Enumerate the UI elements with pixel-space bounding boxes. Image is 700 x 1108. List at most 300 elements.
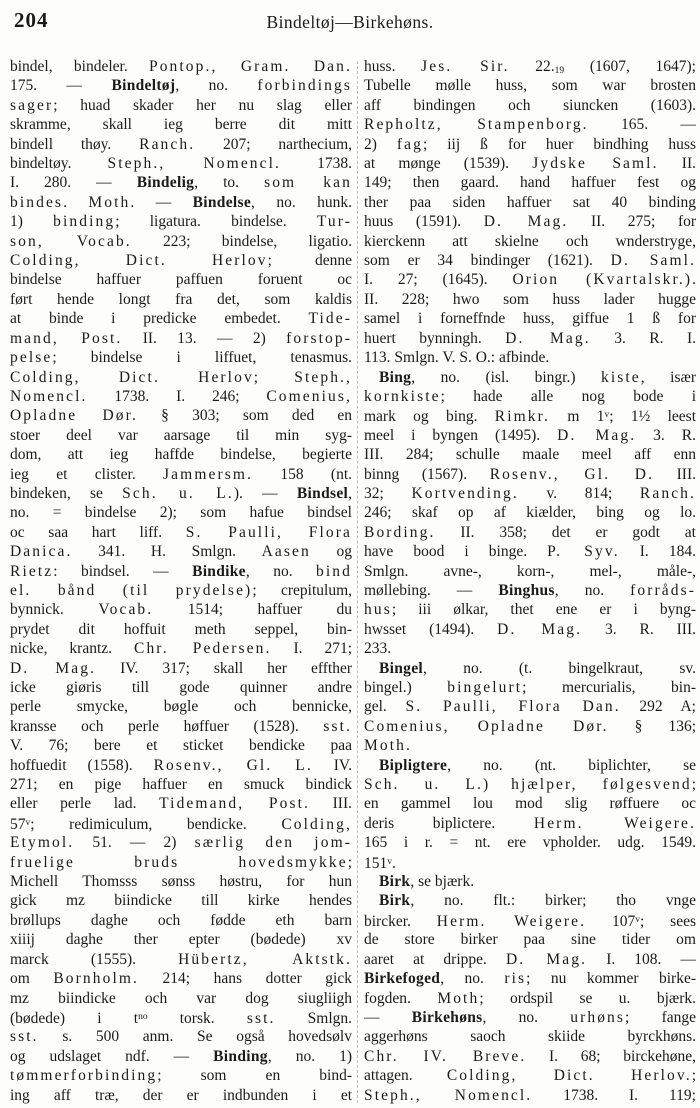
superscript: v	[604, 410, 610, 421]
right-column	[364, 57, 696, 1105]
plain-text: bindel, bindeler.	[10, 58, 149, 75]
plain-text: I. 280. —	[10, 174, 137, 192]
plain-text: II. 228; hwo som huss lader hugge	[364, 290, 696, 308]
text-line	[364, 891, 696, 910]
spaced-text: Colding, Dict. Herlov	[10, 368, 254, 386]
headword: Bipligtere	[379, 756, 448, 774]
plain-text: III. 284; schulle maale meel aff enn	[364, 446, 696, 464]
text-line	[10, 814, 352, 833]
headword: Birkehøns	[411, 1008, 483, 1026]
plain-text: 2)	[364, 135, 397, 153]
spaced-text: Tidemand, Post.	[159, 795, 311, 813]
plain-text: I. 184.	[619, 543, 696, 561]
headword: Bing	[379, 368, 412, 386]
text-line	[364, 853, 696, 872]
plain-text: nicke, krantz.	[10, 640, 134, 658]
headword: Birk	[379, 873, 411, 891]
spaced-text: D. Mag.	[497, 620, 583, 638]
text-line	[364, 989, 696, 1008]
plain-text: møllebing. —	[364, 581, 499, 599]
plain-text: , no. flt.: birker; tho vnge	[410, 892, 696, 910]
plain-text: 22.	[509, 58, 555, 75]
text-line	[364, 309, 696, 328]
text-line	[10, 989, 352, 1008]
plain-text: og udslaget ndf. —	[10, 1047, 214, 1065]
spaced-text: el. bånd (til prydelse)	[10, 581, 253, 599]
text-line	[364, 368, 696, 387]
text-line	[364, 154, 696, 173]
plain-text: om	[10, 970, 54, 988]
text-line	[10, 348, 352, 367]
spaced-text: D. Saml.	[610, 252, 696, 270]
plain-text: ). —	[233, 484, 297, 502]
text-line	[364, 251, 696, 270]
plain-text: hoffuedit (1558).	[10, 756, 154, 774]
text-line	[10, 911, 352, 930]
plain-text: , se bjærk.	[410, 873, 475, 891]
text-line	[10, 833, 352, 852]
text-line	[364, 484, 696, 503]
text-line	[10, 309, 352, 328]
spaced-text: D. Mag.	[505, 950, 588, 968]
plain-text: eller perle lad.	[10, 795, 160, 813]
spaced-text: Bording.	[364, 523, 436, 541]
plain-text: ,	[348, 484, 352, 502]
plain-text: ; denne	[267, 252, 352, 270]
plain-text: 57	[10, 815, 26, 833]
plain-text: 223; bindelse, ligatio.	[131, 232, 352, 250]
plain-text: , no. 1)	[267, 1047, 352, 1065]
text-line	[10, 232, 352, 251]
plain-text: og	[310, 543, 352, 561]
spaced-text: Comenius, Opladne Dør.	[364, 717, 609, 735]
page-number: 204	[14, 8, 49, 32]
plain-text: ; nu kommer birke-	[526, 970, 696, 988]
headword: Binding	[213, 1047, 268, 1065]
text-line	[364, 794, 696, 813]
spaced-text: Sch. u. L.	[122, 484, 234, 502]
spaced-text: Jydske Saml.	[532, 155, 659, 173]
plain-text: IV.	[312, 756, 352, 774]
spaced-text: særlig den jom-	[194, 834, 352, 852]
spaced-text: bind	[316, 562, 352, 580]
spaced-text: Moth	[437, 989, 480, 1007]
text-line	[364, 639, 696, 658]
spaced-text: Colding, Dict. Herlov.	[446, 1067, 692, 1085]
plain-text: deris biplictere.	[364, 814, 534, 832]
plain-text: I. 271;	[271, 640, 352, 658]
text-line	[10, 775, 352, 794]
spaced-text: P. Syv.	[547, 543, 620, 561]
spaced-text: Tide-	[308, 310, 352, 328]
plain-text: 1738. I. 119;	[532, 1086, 696, 1104]
plain-text: 3. R. III.	[582, 620, 696, 638]
spaced-text: forstop-	[286, 329, 352, 347]
plain-text: 149; then gaard. hand haffuer fest og	[364, 174, 696, 192]
spaced-text: som kan	[264, 174, 352, 192]
plain-text: gick mz biindicke till kirke hendes	[10, 892, 352, 910]
spaced-text: Ranch.	[639, 484, 696, 502]
text-line	[10, 542, 352, 561]
plain-text: 51. — 2)	[74, 834, 195, 852]
plain-text: Smlgn.	[275, 1009, 352, 1027]
text-line	[10, 115, 352, 134]
plain-text: , no. (isl. bingr.)	[411, 368, 601, 386]
plain-text: bindelse haffuer paffuen foruent oc	[10, 271, 352, 289]
plain-text: I. 68; birckehøne,	[526, 1047, 696, 1065]
spaced-text: Orion (Kvartalskr.)	[512, 271, 693, 289]
spaced-text: Herm. Weigere.	[436, 912, 587, 930]
plain-text: ; redimiculum, bendicke.	[30, 815, 282, 833]
plain-text: icke giøris till gode quinner andre	[10, 679, 352, 696]
text-line	[364, 1027, 696, 1046]
superscript: no	[138, 1011, 148, 1022]
text-line	[364, 697, 696, 716]
text-line	[10, 523, 352, 542]
text-line	[364, 426, 696, 445]
plain-text: 207; narthecium,	[195, 135, 352, 153]
text-line	[364, 135, 696, 154]
spaced-text: Rosenv., Gl. D.	[489, 465, 655, 483]
text-line	[10, 891, 352, 910]
plain-text: mz biindicke och var dog siugliigh	[10, 989, 352, 1007]
plain-text: torsk.	[147, 1009, 247, 1027]
text-line	[10, 96, 352, 115]
plain-text: , no.	[440, 970, 505, 988]
spaced-text: mand, Post.	[10, 329, 123, 347]
plain-text: attagen.	[364, 1067, 447, 1085]
spaced-text: Colding, Dict. Herlov	[10, 252, 268, 270]
spaced-text: Repholtz, Stampenborg.	[364, 116, 589, 134]
plain-text: bynnick.	[10, 601, 99, 619]
spaced-text: Hübertz, Aktstk.	[178, 950, 352, 968]
plain-text: , to.	[194, 174, 265, 192]
text-line	[364, 756, 696, 775]
text-line	[364, 406, 696, 425]
spaced-text: D. Mag.	[483, 213, 569, 231]
spaced-text: Etymol.	[10, 834, 75, 852]
plain-text: dom, att ieg haffde bindelse, begierte	[10, 446, 352, 464]
column-divider	[357, 61, 358, 1103]
text-line	[10, 406, 352, 425]
plain-text: , især	[640, 368, 696, 386]
spaced-text: Colding,	[281, 815, 352, 833]
spaced-text: fag	[396, 135, 423, 153]
plain-text: (1607, 1647);	[564, 58, 696, 75]
text-line	[10, 756, 352, 775]
plain-text: , no.	[554, 581, 631, 599]
plain-text: , no.	[245, 562, 317, 580]
plain-text: ; sees	[639, 912, 696, 930]
plain-text: aggerhøns saoch skiide byrckhøns.	[364, 1028, 696, 1046]
spaced-text: Rietz	[10, 562, 54, 580]
plain-text: . —	[130, 193, 193, 211]
headword: Bindelig	[136, 174, 195, 192]
plain-text: I. 108. —	[587, 950, 696, 968]
plain-text: .	[692, 271, 696, 289]
plain-text: aff bindingen och siuncken (1603).	[364, 96, 696, 114]
plain-text: fogden.	[364, 989, 438, 1007]
plain-text: ; iij ß for huer bindhing huss	[422, 135, 696, 153]
plain-text: kransse och perle høffuer (1528).	[10, 717, 324, 735]
text-line	[10, 794, 352, 813]
text-line	[10, 212, 352, 231]
plain-text: en gammel lou mod slig røffuere oc	[364, 795, 696, 813]
text-line	[10, 1086, 352, 1105]
plain-text: , no. (t. bingelkraut, sv.	[423, 659, 696, 677]
spaced-text: Steph.,	[294, 368, 352, 386]
text-line	[364, 930, 696, 949]
plain-text: perle smycke, bøgle och bennicke,	[10, 698, 352, 716]
text-line	[10, 1047, 352, 1066]
text-line	[364, 1008, 696, 1027]
plain-text: ; iii ølkar, thet ene er i byng-	[391, 601, 696, 619]
headword: Bindsel	[296, 484, 349, 502]
plain-text: 151	[364, 854, 388, 872]
plain-text: huss.	[364, 58, 422, 75]
headword: Bindelse	[192, 193, 252, 211]
headword: Bindike	[192, 562, 246, 580]
spaced-text: sager	[10, 96, 54, 114]
plain-text: de store birker paa sine tider om	[364, 931, 696, 949]
plain-text: binng (1567).	[364, 465, 490, 483]
plain-text: ; fange	[625, 1008, 696, 1026]
text-line	[364, 620, 696, 639]
plain-text: 3. R.	[636, 426, 696, 444]
plain-text: 165. —	[588, 116, 696, 134]
spaced-text: hus	[364, 601, 392, 619]
headword: Bingel	[379, 659, 424, 677]
text-line	[10, 697, 352, 716]
spaced-text: kiste	[601, 368, 641, 386]
running-head: Bindeltøj—Birkehøns.	[266, 12, 434, 32]
plain-text: II. 275; for	[568, 213, 696, 231]
text-line	[10, 930, 352, 949]
text-line	[364, 1086, 696, 1105]
text-line	[10, 193, 352, 212]
spaced-text: Tur-	[316, 213, 352, 231]
text-line	[364, 503, 696, 522]
plain-text: ; ordspil se u. bjærk.	[479, 989, 696, 1007]
spaced-text: forbindings	[257, 77, 352, 95]
plain-text: Tubelle mølle huss, som war brosten	[364, 77, 696, 95]
plain-text: ;	[691, 1067, 696, 1085]
text-line	[10, 76, 352, 95]
text-line	[364, 523, 696, 542]
plain-text: ført hende longt fra det, som kaldis	[10, 290, 352, 308]
plain-text: 158 (nt.	[252, 465, 352, 483]
text-line	[10, 950, 352, 969]
spaced-text: Herm. Weigere.	[533, 814, 696, 832]
plain-text: meel i byngen (1495).	[364, 426, 558, 444]
plain-text: bingel.)	[364, 679, 448, 696]
plain-text: (bødede) i t	[10, 1009, 139, 1027]
text-columns	[10, 57, 696, 1105]
spaced-text: sst.	[323, 717, 352, 735]
headword: Birk	[379, 892, 411, 910]
plain-text: III.	[654, 465, 696, 483]
plain-text: V. 76; bere et sticket bendicke paa	[10, 737, 352, 755]
plain-text: 271; en pige haffuer en smuck bindick	[10, 776, 352, 794]
plain-text: ; 1½ leest	[609, 408, 696, 426]
text-line	[10, 969, 352, 988]
plain-text: , no. (nt. biplichter, se	[447, 756, 696, 774]
plain-text: bindeltøy.	[10, 155, 108, 173]
text-line	[364, 329, 696, 348]
plain-text: ther paa siden haffuer sat 40 binding	[364, 193, 696, 211]
spaced-text: urhøns	[570, 1008, 626, 1026]
plain-text: xiiij daghe ther epter (bødede) xv	[10, 931, 352, 949]
text-line	[10, 251, 352, 270]
text-line	[10, 1066, 352, 1085]
spaced-text: Opladne Dør.	[10, 407, 139, 425]
text-line	[10, 872, 352, 891]
spaced-text: Moth	[364, 737, 406, 755]
text-line	[364, 911, 696, 930]
plain-text: samel i forneffnde huss, giffue 1 ß for	[364, 310, 696, 328]
plain-text: have bood i binge.	[364, 543, 548, 561]
spaced-text: S. Paulli, Flora	[185, 523, 352, 541]
plain-text: 113. Smlgn. V. S. O.: afbinde.	[364, 349, 550, 367]
text-line	[364, 445, 696, 464]
plain-text: som er 34 bindinger (1621).	[364, 252, 611, 270]
plain-text: oc saa hart liff.	[10, 523, 186, 541]
plain-text: 107	[586, 912, 636, 930]
text-line	[10, 736, 352, 755]
plain-text: s. 500 anm. Se også hovedsølv	[38, 1028, 352, 1046]
plain-text: Smlgn. avne-, korn-, mel-, måle-,	[364, 562, 696, 580]
plain-text: huus (1591).	[364, 213, 484, 231]
plain-text: bindeken, se	[10, 484, 123, 502]
text-line	[364, 193, 696, 212]
plain-text: , no. hunk.	[251, 193, 352, 211]
text-line	[364, 562, 696, 581]
plain-text: ; crepitulum,	[252, 581, 352, 599]
spaced-text: sst.	[246, 1009, 276, 1027]
plain-text: no. = bindelse 2); som hafue bindsel	[10, 504, 352, 522]
plain-text: IV. 317; skall her effther	[96, 659, 352, 677]
spaced-text: Rimkr.	[494, 408, 551, 426]
plain-text: ; ligatura. bindelse.	[115, 213, 317, 231]
text-line	[364, 775, 696, 794]
plain-text: .	[406, 737, 410, 755]
spaced-text: Steph., Nomencl.	[107, 155, 282, 173]
plain-text: .	[63, 193, 89, 211]
spaced-text: bindes	[10, 193, 64, 211]
spaced-text: binding	[53, 213, 116, 231]
text-line	[10, 620, 352, 639]
plain-text: mark og bing.	[364, 408, 495, 426]
spaced-text: Kortvending.	[411, 484, 519, 502]
plain-text: at mønge (1539).	[364, 155, 533, 173]
plain-text: skramme, skall ieg berre dit mitt	[10, 116, 352, 134]
text-line	[10, 678, 352, 697]
headword: Bindeltøj	[111, 77, 176, 95]
spaced-text: pelse	[10, 349, 53, 367]
text-line	[10, 465, 352, 484]
plain-text: aaret at drippe.	[364, 950, 506, 968]
spaced-text: ris	[504, 970, 527, 988]
plain-text: ;	[691, 776, 696, 794]
spaced-text: Ranch.	[139, 135, 196, 153]
spaced-text: forråds-	[630, 581, 696, 599]
text-line	[10, 1027, 352, 1046]
text-line	[364, 270, 696, 289]
spaced-text: sst.	[10, 1028, 39, 1046]
plain-text: 32;	[364, 484, 412, 502]
plain-text: , no.	[175, 77, 258, 95]
superscript: v	[25, 817, 31, 828]
plain-text: 1738.	[281, 155, 352, 173]
text-line	[10, 600, 352, 619]
spaced-text: kornkiste	[364, 387, 441, 405]
plain-text: § 303; som ded en	[138, 407, 352, 425]
plain-text: II.	[658, 155, 696, 173]
plain-text: bircker.	[364, 912, 437, 930]
headword: Birkefoged	[364, 970, 441, 988]
text-line	[10, 270, 352, 289]
text-line	[364, 76, 696, 95]
text-line	[364, 348, 696, 367]
plain-text: marck (1555).	[10, 950, 179, 968]
text-line	[364, 96, 696, 115]
plain-text: v. 814;	[518, 484, 640, 502]
text-line	[10, 329, 352, 348]
spaced-text: fruelige bruds hovedsmykke	[10, 853, 348, 871]
plain-text: at binde i predicke embedet.	[10, 310, 309, 328]
plain-text: stoer deel var aarsage til min syg-	[10, 426, 352, 444]
spaced-text: son, Vocab.	[10, 232, 132, 250]
plain-text: ; hade alle nog bode i	[440, 387, 696, 405]
spaced-text: Comenius,	[266, 387, 352, 405]
plain-text: Michell Thomsss sønss høstru, for hun	[10, 873, 352, 891]
plain-text: ;	[253, 368, 295, 386]
text-line	[364, 581, 696, 600]
text-line	[364, 387, 696, 406]
plain-text: brøllups daghe och fødde eth barn	[10, 911, 352, 929]
text-line	[10, 503, 352, 522]
spaced-text: Danica.	[10, 543, 73, 561]
text-line	[10, 445, 352, 464]
text-line	[10, 368, 352, 387]
plain-text: 233.	[364, 640, 392, 658]
plain-text: —	[364, 1008, 412, 1026]
text-line	[364, 736, 696, 755]
plain-text: gel.	[364, 698, 406, 716]
spaced-text: bingelurt	[447, 679, 523, 696]
plain-text: II. 13. — 2)	[122, 329, 287, 347]
plain-text: 1)	[10, 213, 54, 231]
text-line	[364, 212, 696, 231]
plain-text: § 136;	[608, 717, 696, 735]
plain-text: .	[392, 854, 396, 872]
text-line	[364, 173, 696, 192]
text-line	[10, 717, 352, 736]
plain-text: ;	[347, 853, 352, 871]
plain-text: 1738. I. 246;	[87, 387, 267, 405]
plain-text: II. 358; det er godt at	[435, 523, 696, 541]
text-line	[364, 1047, 696, 1066]
plain-text: )	[482, 776, 512, 794]
plain-text: 341. H. Smlgn.	[72, 543, 262, 561]
text-line	[10, 639, 352, 658]
plain-text: , no.	[482, 1008, 571, 1026]
text-line	[364, 950, 696, 969]
text-line	[10, 1008, 352, 1027]
text-line	[10, 426, 352, 445]
text-line	[364, 600, 696, 619]
text-line	[10, 562, 352, 581]
